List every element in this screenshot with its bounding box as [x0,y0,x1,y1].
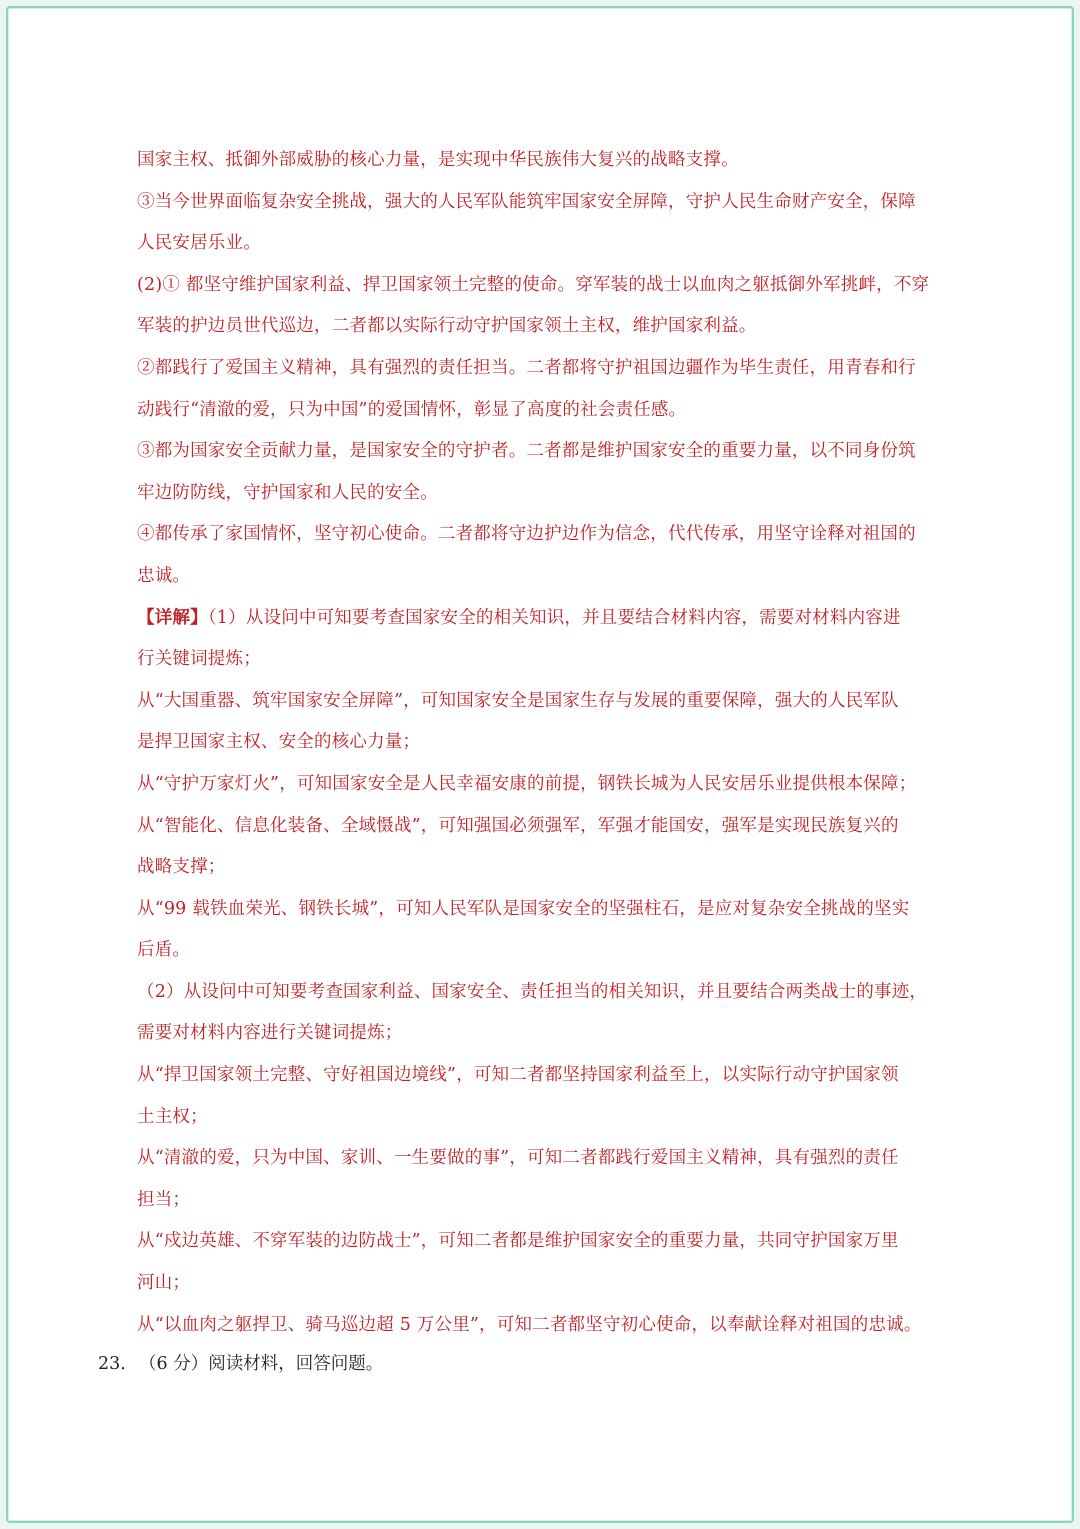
detail-first-line [137,598,987,640]
question-text: （6 分）阅读材料，回答问题。 [147,1354,384,1374]
answer-line: 动践行“清澈的爱，只为中国”的爱国情怀，彰显了高度的社会责任感。 [137,399,687,420]
detail-line: 土主权； [137,1106,208,1127]
detail-line: 从“智能化、信息化装备、全域慑战”，可知强国必须强军，军强才能国安，强军是实现民族复兴的 [137,815,899,836]
detail-line: 从“戍边英雄、不穿军装的边防战士”，可知二者都是维护国家安全的重要力量，共同守护国家万里 [137,1231,899,1252]
answer-line: ③都为国家安全贡献力量，是国家安全的守护者。二者都是维护国家安全的重要力量，以不同身份筑 [137,441,916,462]
answer-line: 忠诚。 [137,565,191,586]
detail-line: 是捍卫国家主权、安全的核心力量； [137,732,421,753]
answer-content [137,140,987,1346]
question-23 [98,1344,383,1386]
detail-line: 从“捍卫国家领土完整、守好祖国边境线”，可知二者都坚持国家利益至上，以实际行动守护国家领 [137,1065,899,1086]
detail-line: 从“清澈的爱，只为中国、家训、一生要做的事”，可知二者都践行爱国主义精神，具有强烈的责任 [137,1148,899,1169]
detail-line: 从“以血肉之躯捍卫、骑马巡边超 5 万公里”，可知二者都坚守初心使命，以奉献诠释对祖国的忠诚。 [137,1314,922,1335]
detail-line: 从“99 载铁血荣光、钢铁长城”，可知人民军队是国家安全的坚强柱石，是应对复杂安全挑战的坚实 [137,898,910,919]
detail-line: 河山； [137,1273,191,1294]
detail-line: 需要对材料内容进行关键词提炼； [137,1023,403,1044]
question-number: 23． [98,1354,138,1374]
answer-line: ②都践行了爱国主义精神，具有强烈的责任担当。二者都将守护祖国边疆作为毕生责任，用青春和行 [137,357,916,378]
detail-line: 从“大国重器、筑牢国家安全屏障”，可知国家安全是国家生存与发展的重要保障，强大的人民军队 [137,690,899,711]
answer-line: 军装的护边员世代巡边，二者都以实际行动守护国家领土主权，维护国家利益。 [137,316,757,337]
answer-line: 人民安居乐业。 [137,233,261,254]
detail-line: 从“守护万家灯火”，可知国家安全是人民幸福安康的前提，钢铁长城为人民安居乐业提供根本保障； [137,773,917,794]
answer-line: (2)① 都坚守维护国家利益、捍卫国家领土完整的使命。穿军装的战士以血肉之躯抵御外军挑衅，不穿 [137,274,930,295]
detail-line: （2）从设问中可知要考查国家利益、国家安全、责任担当的相关知识，并且要结合两类战士的事迹， [137,981,928,1002]
answer-line: 牢边防防线，守护国家和人民的安全。 [137,482,438,503]
detail-line: 后盾。 [137,940,191,961]
answer-line: ③当今世界面临复杂安全挑战，强大的人民军队能筑牢国家安全屏障，守护人民生命财产安全，保障 [137,191,916,212]
detail-line: 行关键词提炼； [137,649,261,670]
detail-first-text: （1）从设问中可知要考查国家安全的相关知识，并且要结合材料内容，需要对材料内容进 [207,607,901,628]
detail-label: 【详解】 [137,607,208,628]
detail-line: 战略支撑； [137,857,226,878]
answer-line: 国家主权、抵御外部威胁的核心力量，是实现中华民族伟大复兴的战略支撑。 [137,150,739,170]
answer-line: ④都传承了家国情怀，坚守初心使命。二者都将守边护边作为信念，代代传承，用坚守诠释对祖国的 [137,524,916,545]
detail-line: 担当； [137,1189,191,1210]
